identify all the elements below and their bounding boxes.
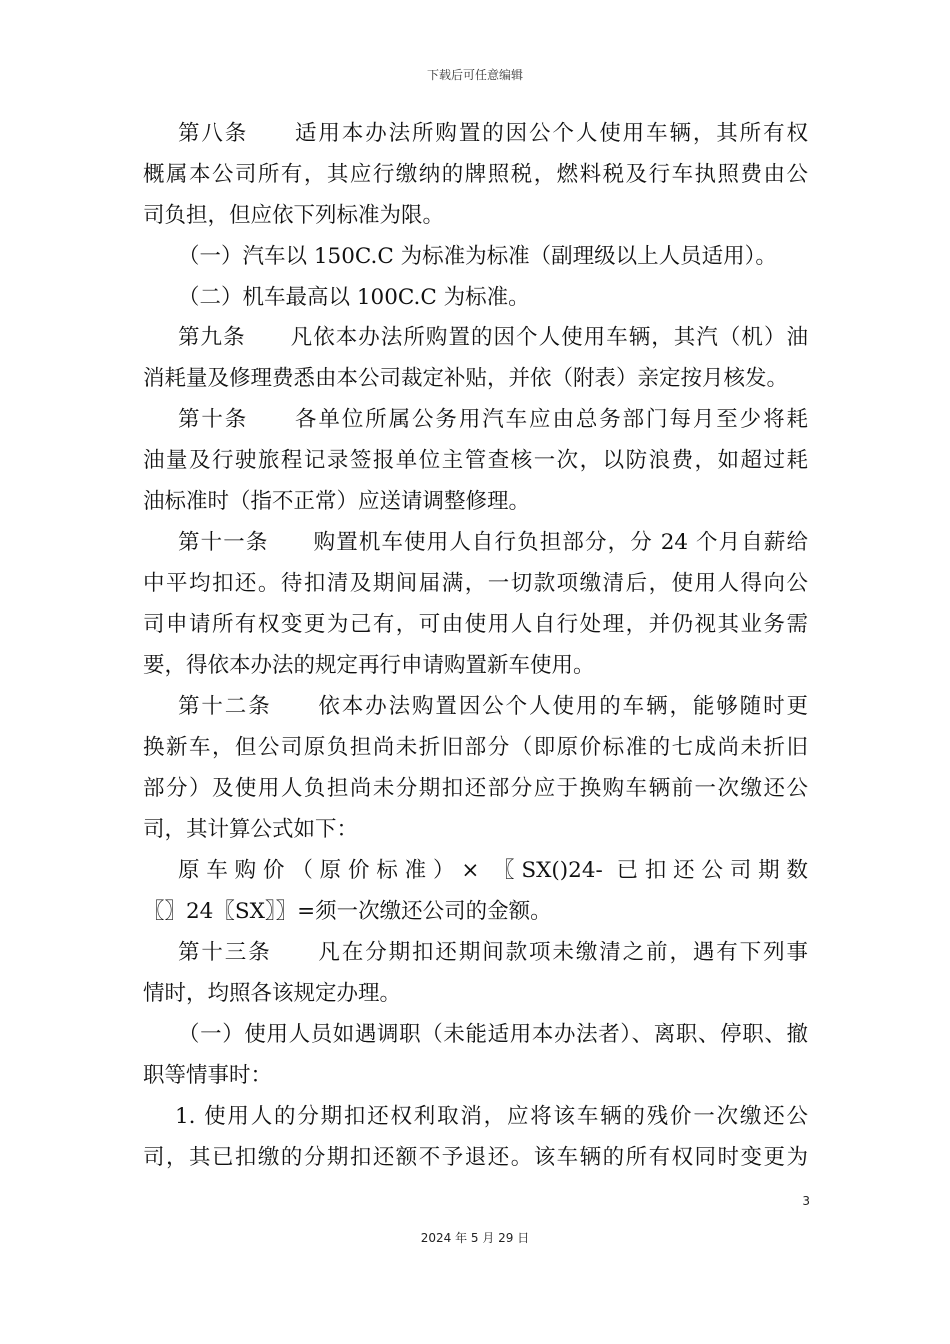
text-line: 司，其计算公式如下： — [143, 817, 359, 842]
text-line: 情时，均照各该规定办理。 — [143, 981, 402, 1006]
page-number: 3 — [802, 1194, 810, 1208]
text-line: （一）使用人员如遇调职（未能适用本办法者）、离职、停职、撤 — [178, 1022, 808, 1047]
text-line: 第九条 凡依本办法所购置的因个人使用车辆，其汽（机）油 — [178, 325, 808, 350]
text-line: 油标准时（指不正常）应送请调整修理。 — [143, 489, 531, 514]
text-line: （二）机车最高以 100C.C 为标准。 — [178, 285, 530, 310]
text-line: 油量及行驶旅程记录签报单位主管查核一次，以防浪费，如超过耗 — [143, 448, 808, 473]
footer-date: 2024 年 5 月 29 日 — [420, 1231, 530, 1245]
formula-line: 〖〗24〖SX〗〗=须一次缴还公司的金额。 — [143, 899, 552, 924]
text-line: 职等情事时： — [143, 1063, 273, 1088]
text-line: 司，其已扣缴的分期扣还额不予退还。该车辆的所有权同时变更为 — [143, 1145, 808, 1170]
text-line: 第八条 适用本办法所购置的因公个人使用车辆，其所有权 — [178, 121, 808, 146]
text-line: 消耗量及修理费悉由本公司裁定补贴，并依（附表）亲定按月核发。 — [143, 366, 789, 391]
formula-line: 原车购价（原价标准）× 〖SX()24- 已扣还公司期数 — [178, 858, 808, 883]
text-line: （一）汽车以 150C.C 为标准为标准（副理级以上人员适用）。 — [178, 244, 777, 269]
page-header: 下载后可任意编辑 — [426, 68, 523, 82]
text-line: 第十二条 依本办法购置因公个人使用的车辆，能够随时更 — [178, 694, 808, 719]
text-line: 第十三条 凡在分期扣还期间款项未缴清之前，遇有下列事 — [178, 940, 808, 965]
text-line: 第十条 各单位所属公务用汽车应由总务部门每月至少将耗 — [178, 407, 808, 432]
text-line: 司申请所有权变更为己有，可由使用人自行处理，并仍视其业务需 — [143, 612, 808, 637]
text-line: 要，得依本办法的规定再行申请购置新车使用。 — [143, 653, 595, 678]
text-line: 换新车，但公司原负担尚未折旧部分（即原价标准的七成尚未折旧 — [143, 735, 808, 760]
text-line: 第十一条 购置机车使用人自行负担部分，分 24 个月自薪给 — [178, 530, 808, 555]
text-line: 概属本公司所有，其应行缴纳的牌照税，燃料税及行车执照费由公 — [143, 162, 808, 187]
text-line: 中平均扣还。待扣清及期间届满，一切款项缴清后，使用人得向公 — [143, 571, 808, 596]
text-line: 司负担，但应依下列标准为限。 — [143, 203, 445, 228]
text-line: 部分）及使用人负担尚未分期扣还部分应于换购车辆前一次缴还公 — [143, 776, 808, 801]
text-line: 1. 使用人的分期扣还权利取消，应将该车辆的残价一次缴还公 — [175, 1104, 808, 1129]
